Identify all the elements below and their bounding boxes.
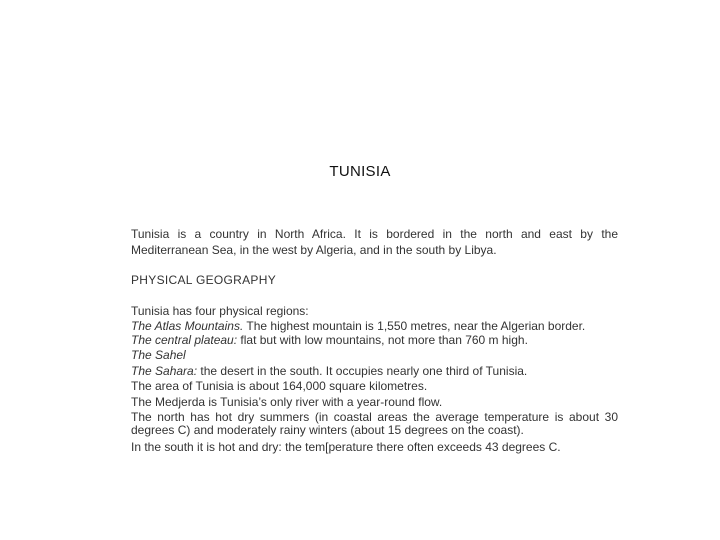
regions-intro: Tunisia has four physical regions: bbox=[131, 304, 309, 318]
slide-title: TUNISIA bbox=[329, 163, 391, 180]
region-label: The Sahel bbox=[131, 348, 186, 363]
fact-line: In the south it is hot and dry: the tem[perature there often exceeds 43 degrees C. bbox=[131, 439, 561, 454]
region-line-sahel bbox=[131, 348, 618, 364]
region-line-sahara bbox=[131, 364, 618, 380]
fact-line: The area of Tunisia is about 164,000 square kilometres. bbox=[131, 379, 428, 394]
region-line-plateau bbox=[131, 333, 618, 349]
region-line-atlas bbox=[131, 320, 618, 333]
region-text: The highest mountain is 1,550 metres, near the Algerian border. bbox=[243, 318, 586, 333]
region-label: The Atlas Mountains. bbox=[131, 318, 244, 333]
region-label: The central plateau: bbox=[131, 332, 238, 347]
section-heading: PHYSICAL GEOGRAPHY bbox=[131, 273, 276, 287]
fact-line: The Medjerda is Tunisia’s only river with a year-round flow. bbox=[131, 394, 443, 409]
region-text: the desert in the south. It occupies nearly one third of Tunisia. bbox=[197, 363, 528, 378]
intro-paragraph: Tunisia is a country in North Africa. It is bordered in the north and east by the Mediterranean Sea, in the west by Algeria, and in the south by Libya. bbox=[131, 227, 618, 257]
region-label: The Sahara: bbox=[131, 363, 198, 378]
slide-body bbox=[131, 226, 618, 455]
region-text: flat but with low mountains, not more than 760 m high. bbox=[237, 332, 528, 347]
fact-line: The north has hot dry summers (in coastal areas the average temperature is about 30 degrees C) and moderately rainy winters (about 15 degrees on the coast). bbox=[131, 409, 618, 437]
